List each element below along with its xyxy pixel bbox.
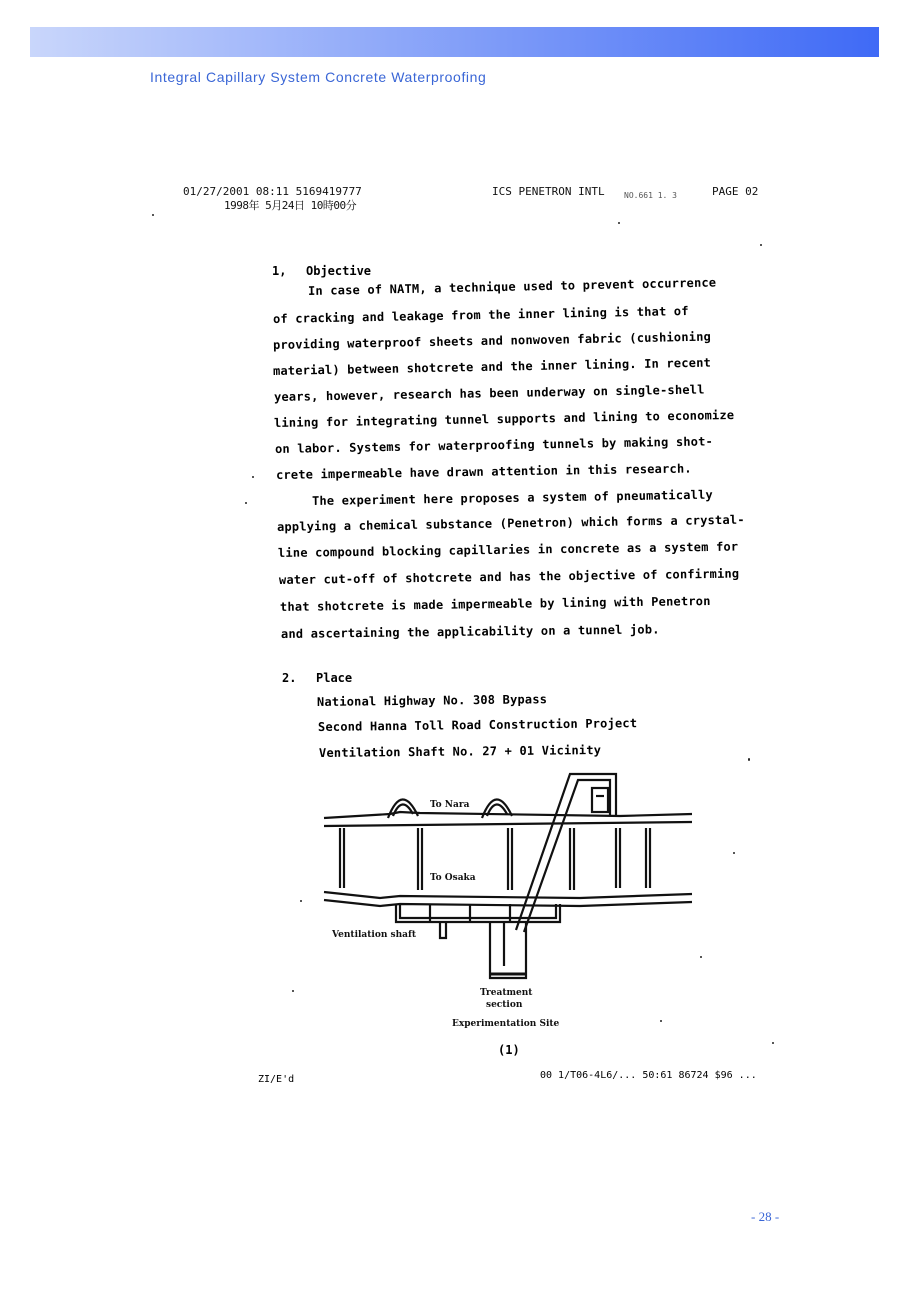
objective-line-9: The experiment here proposes a system of pneumatically bbox=[311, 487, 713, 508]
objective-line-2: of cracking and leakage from the inner lining is that of bbox=[272, 304, 689, 326]
scan-speck bbox=[618, 222, 620, 224]
section-2-number: 2. bbox=[282, 671, 297, 685]
tunnel-site-diagram bbox=[320, 770, 700, 1040]
objective-line-8: crete impermeable have drawn attention in this research. bbox=[275, 461, 692, 482]
objective-line-13: that shotcrete is made impermeable by lining with Penetron bbox=[279, 593, 711, 614]
objective-line-5: years, however, research has been underway on single-shell bbox=[273, 382, 705, 404]
label-to-nara: To Nara bbox=[430, 800, 470, 810]
objective-line-7: on labor. Systems for waterproofing tunnels by making shot- bbox=[274, 434, 714, 456]
fax-footer-right: 00 1/T06-4L6/... 50:61 86724 $96 ... bbox=[540, 1070, 757, 1081]
section-2-heading bbox=[282, 671, 352, 685]
label-experimentation-site: Experimentation Site bbox=[452, 1019, 560, 1029]
objective-line-1: In case of NATM, a technique used to prevent occurrence bbox=[307, 275, 717, 298]
label-treatment-1: Treatment bbox=[480, 988, 533, 998]
scan-speck bbox=[733, 852, 735, 854]
objective-line-14: and ascertaining the applicability on a tunnel job. bbox=[280, 622, 660, 641]
fax-sender: ICS PENETRON INTL bbox=[492, 185, 605, 198]
objective-line-11: line compound blocking capillaries in concrete as a system for bbox=[277, 539, 739, 560]
scan-speck bbox=[252, 476, 254, 478]
objective-line-3: providing waterproof sheets and nonwoven fabric (cushioning bbox=[272, 329, 712, 352]
scan-speck bbox=[292, 990, 294, 992]
scan-speck bbox=[748, 758, 750, 761]
objective-line-6: lining for integrating tunnel supports and lining to economize bbox=[273, 407, 735, 430]
fax-page-label: PAGE 02 bbox=[712, 185, 759, 198]
objective-line-12: water cut-off of shotcrete and has the objective of confirming bbox=[278, 566, 740, 587]
scan-speck bbox=[700, 956, 702, 958]
section-1-number: 1, bbox=[272, 264, 287, 278]
section-1-heading bbox=[272, 264, 371, 278]
fax-footer-left: ZI/E'd bbox=[258, 1074, 295, 1085]
scan-speck bbox=[772, 1042, 774, 1044]
figure-caption: (1) bbox=[498, 1043, 520, 1057]
label-treatment-2: section bbox=[486, 1000, 523, 1010]
fax-timestamp: 01/27/2001 08:11 5169419777 bbox=[183, 185, 362, 198]
scan-speck bbox=[660, 1020, 662, 1022]
scan-speck bbox=[300, 900, 302, 902]
section-1-title: Objective bbox=[306, 264, 372, 278]
scan-speck bbox=[152, 214, 154, 216]
label-ventilation-shaft: Ventilation shaft bbox=[332, 930, 416, 940]
document-title: Integral Capillary System Concrete Waterproofing bbox=[150, 69, 487, 85]
page-number: - 28 - bbox=[751, 1209, 780, 1224]
scan-speck bbox=[245, 502, 247, 504]
scan-speck bbox=[760, 244, 762, 246]
objective-line-10: applying a chemical substance (Penetron) which forms a crystal- bbox=[276, 512, 745, 534]
fax-number-stub: NO.661 1. 3 bbox=[624, 191, 677, 200]
section-2-title: Place bbox=[316, 671, 353, 685]
place-line-1: National Highway No. 308 Bypass bbox=[316, 692, 548, 709]
fax-date-japanese: 1998年 5月24日 10時00分 bbox=[224, 199, 357, 212]
label-to-osaka: To Osaka bbox=[430, 873, 476, 883]
place-line-3: Ventilation Shaft No. 27 + 01 Vicinity bbox=[318, 743, 602, 760]
place-line-2: Second Hanna Toll Road Construction Project bbox=[317, 716, 638, 734]
objective-line-4: material) between shotcrete and the inner lining. In recent bbox=[272, 355, 712, 378]
header-band bbox=[30, 27, 879, 57]
